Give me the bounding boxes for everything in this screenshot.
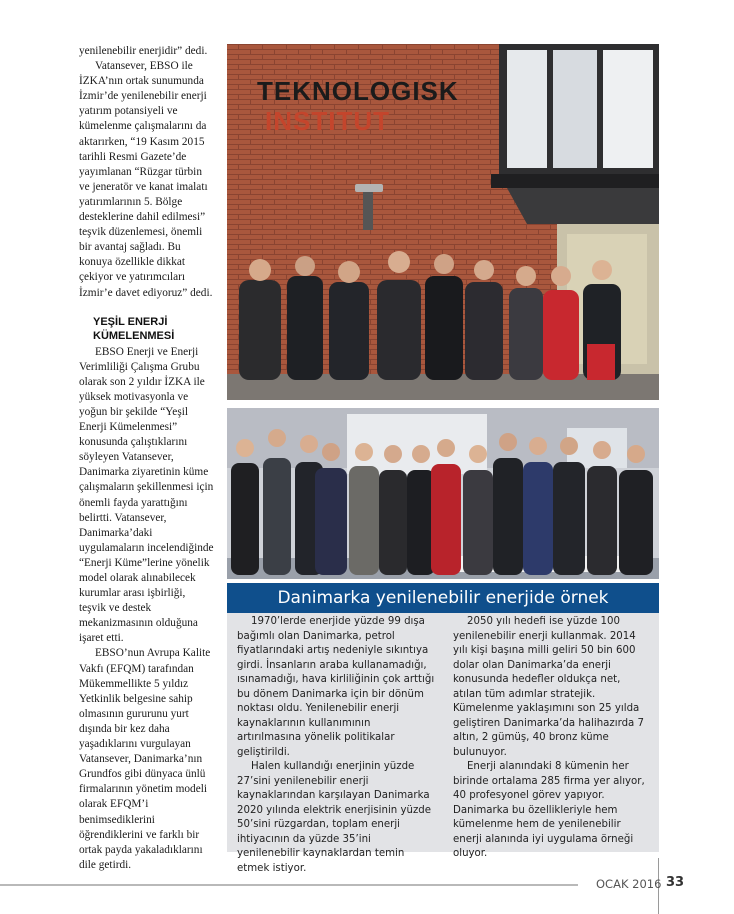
footer-divider [0, 884, 578, 886]
subheading: YEŞİL ENERJİ KÜMELENMESİ [93, 315, 175, 342]
box-column-left [237, 615, 435, 876]
paragraph: Vatansever, EBSO ile İZKA’nın ortak sunumunda İzmir’de yenilenebilir enerji yatırım potansiyeli ve kümelenme çalışmalarını da aktarırken, “19 Kasım 2015 tarihli Resmi Gazete’de yayımlanan “Rüzgar türbin ve jeneratör ve kanat imalatı yatırımlarının 5. Bölge desteklerine dahil edilmesi” teşvik düzenlemesi, önemli bir avantaj sağladı. Bu konuya özellikle dikkat çekiyor ve yatırımcıları İzmir’e davet ediyoruz” dedi. [79, 60, 213, 299]
photo-group-teknologisk-institut [227, 44, 659, 400]
paragraph: EBSO Enerji ve Enerji Verimliliği Çalışma Grubu olarak son 2 yıldır İZKA ile yüksek motivasyonla ve yoğun bir şekilde “Yeşil Enerji Kümelenmesi” konusunda çalıştıklarını söyleyen Vatansever, Danimarka ziyaretinin küme çalışmaların şekillenmesi için önemli fayda yarattığını belirtti. Vatansever, Danimarka’daki uygulamaların incelendiğinde “Enerji Küme”lerine yönelik model olarak alınabilecek kurumlar arası işbirliği, teşvik ve destek mekanizmasının olduğuna işaret etti. [79, 345, 214, 645]
photo-group-meeting-room [227, 408, 659, 579]
box-body [227, 613, 659, 874]
paragraph: 2050 yılı hedefi ise yüzde 100 yenilenebilir enerji kullanmak. 2014 yılı kişi başına milli geliri 50 bin 600 dolar olan Danimarka’da enerji konusunda hedefler oldukça net, atılan tüm adımlar stratejik. Kümelenme yaklaşımını son 25 yılda geliştiren Danimarka’da halihazırda 7 altın, 2 gümüş, 40 bronz küme bulunuyor. [453, 616, 645, 758]
left-article-column [79, 44, 215, 873]
paragraph: yenilenebilir enerjidir” dedi. [79, 45, 208, 57]
paragraph: 1970’lerde enerjide yüzde 99 dışa bağımlı olan Danimarka, petrol fiyatlarındaki artış nedeniyle sıkıntıya girdi. İnsanların araba kullanamadığı, ısınamadığı, hava kirliliğinin çok arttığı bu dönem Danimarka için bir dönüm noktası oldu. Yenilenebilir enerji kaynaklarının kullanımının artırılmasına yönelik politikalar geliştirildi. [237, 616, 435, 758]
paragraph: Enerji alanındaki 8 kümenin her birinde ortalama 285 firma yer alıyor, 40 profesyonel görev yapıyor. Danimarka bu özellikleriyle hem kümelenme hem de yenilenebilir enerji alanında iyi uygulama örneği oluyor. [453, 761, 645, 859]
box-column-right [453, 615, 651, 862]
paragraph: EBSO’nun Avrupa Kalite Vakfı (EFQM) tarafından Mükemmellikte 5 yıldız Yetkinlik belgesine sahip olmasının gururunu yurt dışında bir kez daha yaşadıklarını vurgulayan Vatansever, Danimarka’nın Grundfos gibi dünyaca ünlü firmalarının yönetim modeli olarak EFQM’i benimsediklerini öğrendiklerini ve farklı bir ortak payda yakaladıklarını dile getirdi. [79, 647, 211, 871]
box-title: Danimarka yenilenebilir enerjide örnek [227, 583, 659, 613]
paragraph: Halen kullandığı enerjinin yüzde 27’sini yenilenebilir enerji kaynaklarından karşılayan Danimarka 2020 yılında elektrik enerjisinin yüzde 50’sini rüzgardan, toplam enerji ihtiyacının da yüzde 35’ini yenilenebilir kaynaklardan temin etmek istiyor. [237, 761, 432, 874]
page-number: 33 [666, 875, 685, 890]
sign-text-line1: TEKNOLOGISK [257, 76, 459, 106]
sign-text-line2: INSTITUT [265, 106, 390, 136]
footer-issue: OCAK 2016 [596, 877, 662, 891]
